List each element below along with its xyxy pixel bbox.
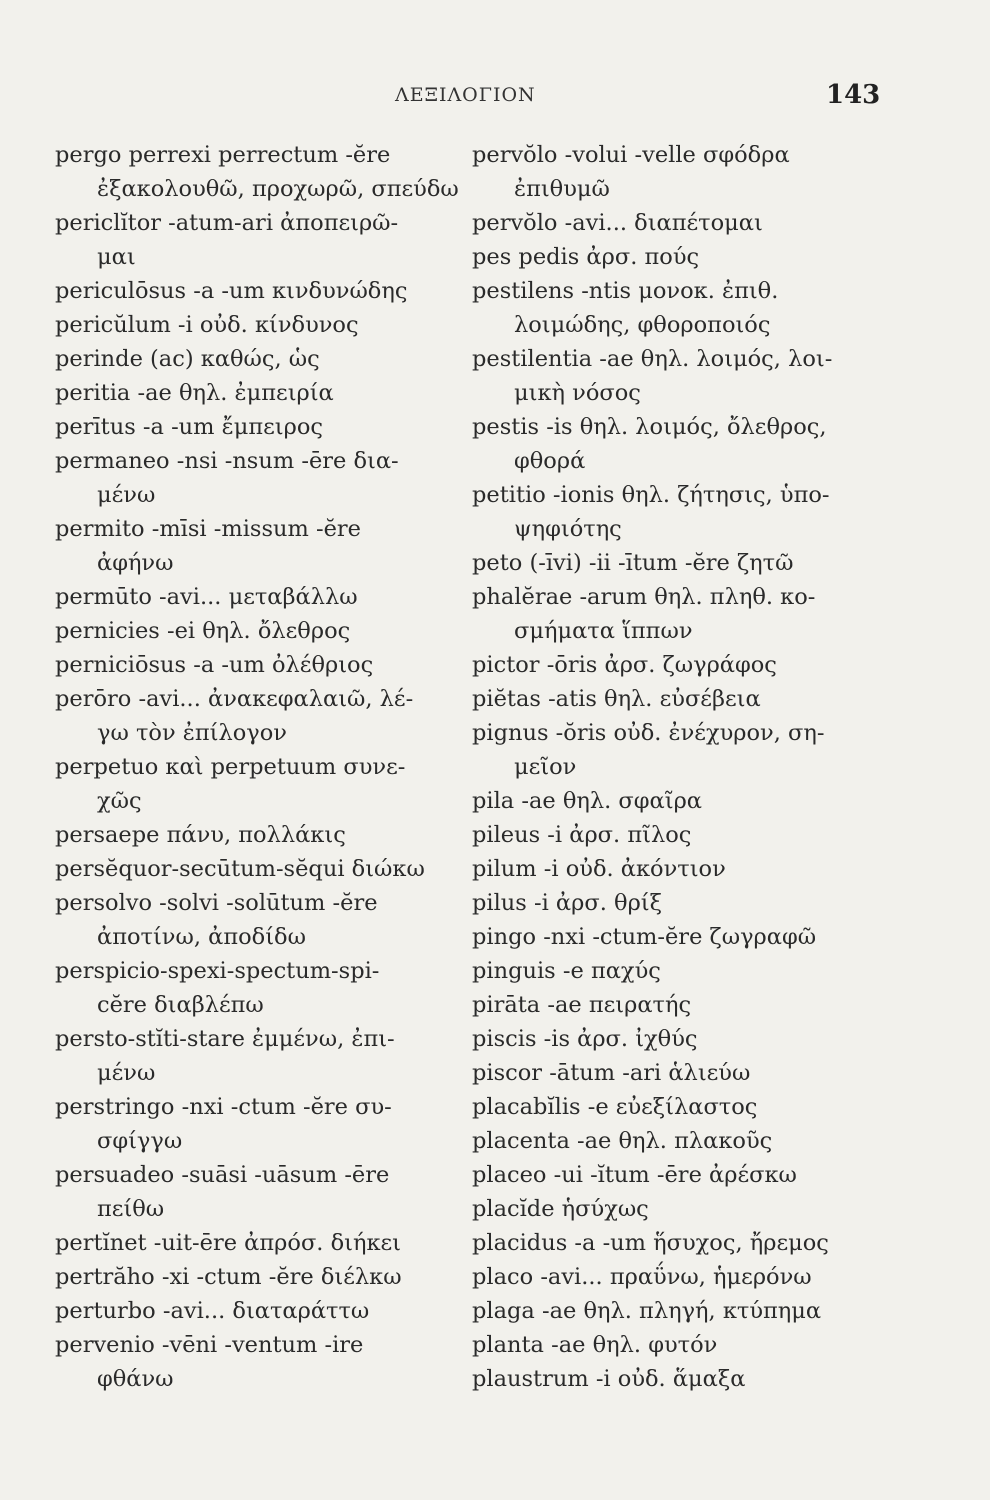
entry-continuation-line: μεῖον xyxy=(514,754,577,780)
entry-continuation-line: φθορά xyxy=(514,448,586,474)
dictionary-entry-line: phalĕrae -arum θηλ. πληθ. κο- xyxy=(472,584,816,610)
dictionary-entry-line: pestilentia -ae θηλ. λοιμός, λοι- xyxy=(472,346,833,372)
entry-continuation-line: σφίγγω xyxy=(97,1128,183,1154)
entry-continuation-line: μένω xyxy=(97,1060,156,1086)
dictionary-entry-line: piscis -is ἀρσ. ἰχθύς xyxy=(472,1026,698,1052)
entry-continuation-line: μένω xyxy=(97,482,156,508)
dictionary-entry-line: perōro -avi... ἀνακεφαλαιῶ, λέ- xyxy=(55,686,414,712)
dictionary-entry-line: periclĭtor -atum-ari ἀποπειρῶ- xyxy=(55,210,399,236)
dictionary-entry-line: pignus -ŏris οὐδ. ἐνέχυρον, ση- xyxy=(472,720,825,746)
dictionary-entry-line: persaepe πάνυ, πολλάκις xyxy=(55,822,346,848)
dictionary-entry-line: pilus -i ἀρσ. θρίξ xyxy=(472,890,663,916)
dictionary-entry-line: pervŏlo -avi... διαπέτομαι xyxy=(472,210,763,236)
right-column xyxy=(472,138,892,1396)
dictionary-entry-line: piĕtas -atis θηλ. εὐσέβεια xyxy=(472,686,761,712)
dictionary-entry-line: persto-stĭti-stare ἐμμένω, ἐπι- xyxy=(55,1026,395,1052)
dictionary-entry-line: perītus -a -um ἔμπειρος xyxy=(55,414,323,440)
dictionary-entry-line: pestilens -ntis μονοκ. ἐπιθ. xyxy=(472,278,779,304)
dictionary-entry-line: petitio -ionis θηλ. ζήτησις, ὑπο- xyxy=(472,482,830,508)
dictionary-entry-line: piscor -ātum -ari ἁλιεύω xyxy=(472,1060,751,1086)
dictionary-entry-line: pertĭnet -uit-ēre ἀπρόσ. διήκει xyxy=(55,1230,401,1256)
entry-continuation-line: ψηφιότης xyxy=(514,516,622,542)
entry-continuation-line: μαι xyxy=(97,244,136,270)
dictionary-entry-line: pileus -i ἀρσ. πῖλος xyxy=(472,822,692,848)
dictionary-entry-line: perspicio-spexi-spectum-spi- xyxy=(55,958,380,984)
entry-continuation-line: σμήματα ἵππων xyxy=(514,618,693,644)
dictionary-entry-line: pervenio -vēni -ventum -ire xyxy=(55,1332,364,1358)
dictionary-entry-line: plaga -ae θηλ. πληγή, κτύπημα xyxy=(472,1298,822,1324)
page-number: 143 xyxy=(826,80,881,110)
dictionary-entry-line: peritia -ae θηλ. ἐμπειρία xyxy=(55,380,334,406)
dictionary-entry-line: pernicies -ei θηλ. ὄλεθρος xyxy=(55,618,351,644)
dictionary-entry-line: pingo -nxi -ctum-ĕre ζωγραφῶ xyxy=(472,924,817,950)
dictionary-entry-line: placĭde ἡσύχως xyxy=(472,1196,649,1222)
entry-continuation-line: ἐξακολουθῶ, προχωρῶ, σπεύδω xyxy=(97,176,459,202)
dictionary-entry-line: perniciōsus -a -um ὀλέθριος xyxy=(55,652,374,678)
dictionary-entry-line: placo -avi... πραΰνω, ἡμερόνω xyxy=(472,1264,812,1290)
dictionary-entry-line: pericŭlum -i οὐδ. κίνδυνος xyxy=(55,312,359,338)
entry-continuation-line: πείθω xyxy=(97,1196,165,1222)
dictionary-entry-line: periculōsus -a -um κινδυνώδης xyxy=(55,278,408,304)
left-column xyxy=(55,138,465,1396)
dictionary-entry-line: pestis -is θηλ. λοιμός, ὄλεθρος, xyxy=(472,414,827,440)
dictionary-entry-line: pergo perrexi perrectum -ĕre xyxy=(55,142,391,168)
dictionary-entry-line: placidus -a -um ἥσυχος, ἤρεμος xyxy=(472,1230,829,1256)
dictionary-entry-line: planta -ae θηλ. φυτόν xyxy=(472,1332,718,1358)
dictionary-entry-line: pilum -i οὐδ. ἀκόντιον xyxy=(472,856,726,882)
dictionary-entry-line: perstringo -nxi -ctum -ĕre συ- xyxy=(55,1094,392,1120)
dictionary-entry-line: placeo -ui -ĭtum -ēre ἀρέσκω xyxy=(472,1162,797,1188)
entry-continuation-line: φθάνω xyxy=(97,1366,174,1392)
dictionary-entry-line: permūto -avi... μεταβάλλω xyxy=(55,584,358,610)
dictionary-entry-line: pirāta -ae πειρατής xyxy=(472,992,692,1018)
entry-continuation-line: χῶς xyxy=(97,788,142,814)
dictionary-entry-line: permito -mīsi -missum -ĕre xyxy=(55,516,361,542)
running-head: ΛΕΞΙΛΟΓΙΟΝ xyxy=(395,84,536,106)
dictionary-entry-line: pertrăho -xi -ctum -ĕre διέλκω xyxy=(55,1264,402,1290)
dictionary-entry-line: permaneo -nsi -nsum -ēre δια- xyxy=(55,448,399,474)
entry-continuation-line: ἐπιθυμῶ xyxy=(514,176,610,202)
dictionary-entry-line: persĕquor-secūtum-sĕqui διώκω xyxy=(55,856,425,882)
dictionary-entry-line: placabĭlis -e εὐεξίλαστος xyxy=(472,1094,758,1120)
dictionary-entry-line: pictor -ōris ἀρσ. ζωγράφος xyxy=(472,652,777,678)
dictionary-entry-line: perturbo -avi... διαταράττω xyxy=(55,1298,370,1324)
dictionary-entry-line: placenta -ae θηλ. πλακοῦς xyxy=(472,1128,773,1154)
dictionary-entry-line: pinguis -e παχύς xyxy=(472,958,661,984)
dictionary-entry-line: pila -ae θηλ. σφαῖρα xyxy=(472,788,702,814)
entry-continuation-line: ἀποτίνω, ἀποδίδω xyxy=(97,924,306,950)
entry-continuation-line: μικὴ νόσος xyxy=(514,380,641,406)
dictionary-entry-line: perpetuo καὶ perpetuum συνε- xyxy=(55,754,406,780)
dictionary-entry-line: peto (-īvi) -ii -ītum -ĕre ζητῶ xyxy=(472,550,794,576)
dictionary-entry-line: pes pedis ἀρσ. πούς xyxy=(472,244,700,270)
entry-continuation-line: γω τὸν ἐπίλογον xyxy=(97,720,287,746)
entry-continuation-line: λοιμώδης, φθοροποιός xyxy=(514,312,771,338)
dictionary-entry-line: plaustrum -i οὐδ. ἅμαξα xyxy=(472,1366,746,1392)
dictionary-entry-line: persuadeo -suāsi -uāsum -ēre xyxy=(55,1162,390,1188)
dictionary-entry-line: perinde (ac) καθώς, ὡς xyxy=(55,346,320,372)
dictionary-entry-line: persolvo -solvi -solūtum -ĕre xyxy=(55,890,378,916)
dictionary-entry-line: pervŏlo -volui -velle σφόδρα xyxy=(472,142,790,168)
entry-continuation-line: ἀφήνω xyxy=(97,550,174,576)
entry-continuation-line: cĕre διαβλέπω xyxy=(97,992,264,1018)
